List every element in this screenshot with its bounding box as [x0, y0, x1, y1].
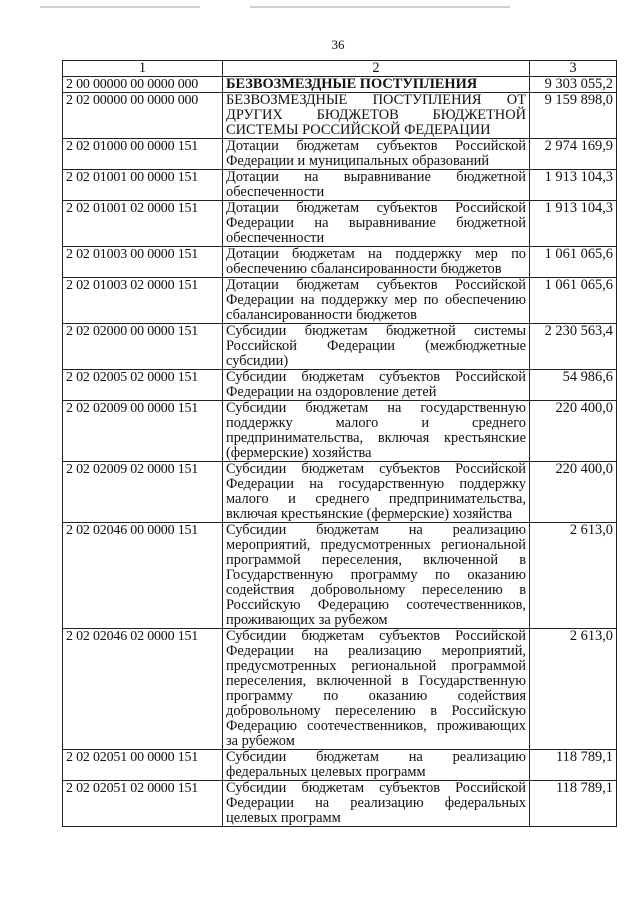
budget-classification-code: 2 02 02005 02 0000 151 [63, 370, 223, 401]
budget-classification-code: 2 02 01001 00 0000 151 [63, 170, 223, 201]
amount-value: 2 974 169,9 [530, 139, 617, 170]
budget-classification-code: 2 02 00000 00 0000 000 [63, 93, 223, 139]
revenue-item-name: БЕЗВОЗМЕЗДНЫЕ ПОСТУПЛЕНИЯ ОТ ДРУГИХ БЮДЖЕТОВ БЮДЖЕТНОЙ СИСТЕМЫ РОССИЙСКОЙ ФЕДЕРАЦИИ [223, 93, 530, 139]
amount-value: 118 789,1 [530, 750, 617, 781]
budget-classification-code: 2 02 01003 02 0000 151 [63, 278, 223, 324]
column-header-code: 1 [63, 61, 223, 77]
revenue-item-name: Дотации бюджетам на поддержку мер по обеспечению сбалансированности бюджетов [223, 247, 530, 278]
budget-classification-code: 2 02 02046 02 0000 151 [63, 629, 223, 750]
scan-artifact [40, 6, 200, 8]
amount-value: 2 613,0 [530, 523, 617, 629]
budget-classification-code: 2 02 02051 00 0000 151 [63, 750, 223, 781]
table-row [63, 462, 617, 523]
revenue-item-name: Субсидии бюджетам субъектов Российской Федерации на реализацию мероприятий, предусмотренных региональной программой переселения, включенной в Государственную программу по оказанию содействия добровольному переселению в Российскую Федерацию соотечественников, проживающих за рубежом [223, 629, 530, 750]
budget-classification-code: 2 02 02046 00 0000 151 [63, 523, 223, 629]
budget-classification-code: 2 02 02051 02 0000 151 [63, 781, 223, 827]
revenue-item-name: Субсидии бюджетам на реализацию федеральных целевых программ [223, 750, 530, 781]
table-row [63, 278, 617, 324]
amount-value: 1 913 104,3 [530, 201, 617, 247]
budget-classification-code: 2 00 00000 00 0000 000 [63, 77, 223, 93]
revenue-item-name: Субсидии бюджетам бюджетной системы Российской Федерации (межбюджетные субсидии) [223, 324, 530, 370]
revenue-item-name: Субсидии бюджетам на государственную поддержку малого и среднего предпринимательства, включая крестьянские (фермерские) хозяйства [223, 401, 530, 462]
amount-value: 2 230 563,4 [530, 324, 617, 370]
table-header-row [63, 61, 617, 77]
budget-classification-code: 2 02 02009 00 0000 151 [63, 401, 223, 462]
table-row [63, 247, 617, 278]
revenue-item-name: Субсидии бюджетам субъектов Российской Федерации на реализацию федеральных целевых программ [223, 781, 530, 827]
table-row [63, 750, 617, 781]
amount-value: 2 613,0 [530, 629, 617, 750]
budget-classification-code: 2 02 01003 00 0000 151 [63, 247, 223, 278]
table-row [63, 139, 617, 170]
revenue-item-name: Субсидии бюджетам субъектов Российской Федерации на государственную поддержку малого и среднего предпринимательства, включая крестьянские (фермерские) хозяйства [223, 462, 530, 523]
budget-classification-code: 2 02 01000 00 0000 151 [63, 139, 223, 170]
page-number: 36 [331, 37, 345, 52]
table-row [63, 370, 617, 401]
budget-classification-code: 2 02 01001 02 0000 151 [63, 201, 223, 247]
amount-value: 1 061 065,6 [530, 278, 617, 324]
table-row [63, 93, 617, 139]
amount-value: 1 061 065,6 [530, 247, 617, 278]
revenue-item-name: Дотации бюджетам субъектов Российской Федерации и муниципальных образований [223, 139, 530, 170]
amount-value: 220 400,0 [530, 401, 617, 462]
table-row [63, 523, 617, 629]
column-header-amount: 3 [530, 61, 617, 77]
table-row [63, 781, 617, 827]
table-body [63, 77, 617, 827]
budget-revenue-table [62, 60, 617, 827]
amount-value: 118 789,1 [530, 781, 617, 827]
revenue-item-name: Субсидии бюджетам на реализацию мероприятий, предусмотренных региональной программой переселения, включенной в Государственную программу по оказанию содействия добровольному переселению в Российскую Федерацию соотечественников, проживающих за рубежом [223, 523, 530, 629]
revenue-item-name: Дотации бюджетам субъектов Российской Федерации на выравнивание бюджетной обеспеченности [223, 201, 530, 247]
revenue-item-name: Дотации бюджетам субъектов Российской Федерации на поддержку мер по обеспечению сбалансированности бюджетов [223, 278, 530, 324]
amount-value: 220 400,0 [530, 462, 617, 523]
revenue-item-name: БЕЗВОЗМЕЗДНЫЕ ПОСТУПЛЕНИЯ [223, 77, 530, 93]
amount-value: 9 159 898,0 [530, 93, 617, 139]
amount-value: 1 913 104,3 [530, 170, 617, 201]
table-row [63, 324, 617, 370]
budget-classification-code: 2 02 02000 00 0000 151 [63, 324, 223, 370]
budget-classification-code: 2 02 02009 02 0000 151 [63, 462, 223, 523]
table-row [63, 629, 617, 750]
amount-value: 54 986,6 [530, 370, 617, 401]
table-row [63, 201, 617, 247]
table-row [63, 401, 617, 462]
revenue-item-name: Субсидии бюджетам субъектов Российской Федерации на оздоровление детей [223, 370, 530, 401]
table-row [63, 77, 617, 93]
amount-value: 9 303 055,2 [530, 77, 617, 93]
scan-artifact [250, 6, 510, 8]
table-row [63, 170, 617, 201]
revenue-item-name: Дотации на выравнивание бюджетной обеспеченности [223, 170, 530, 201]
column-header-name: 2 [223, 61, 530, 77]
